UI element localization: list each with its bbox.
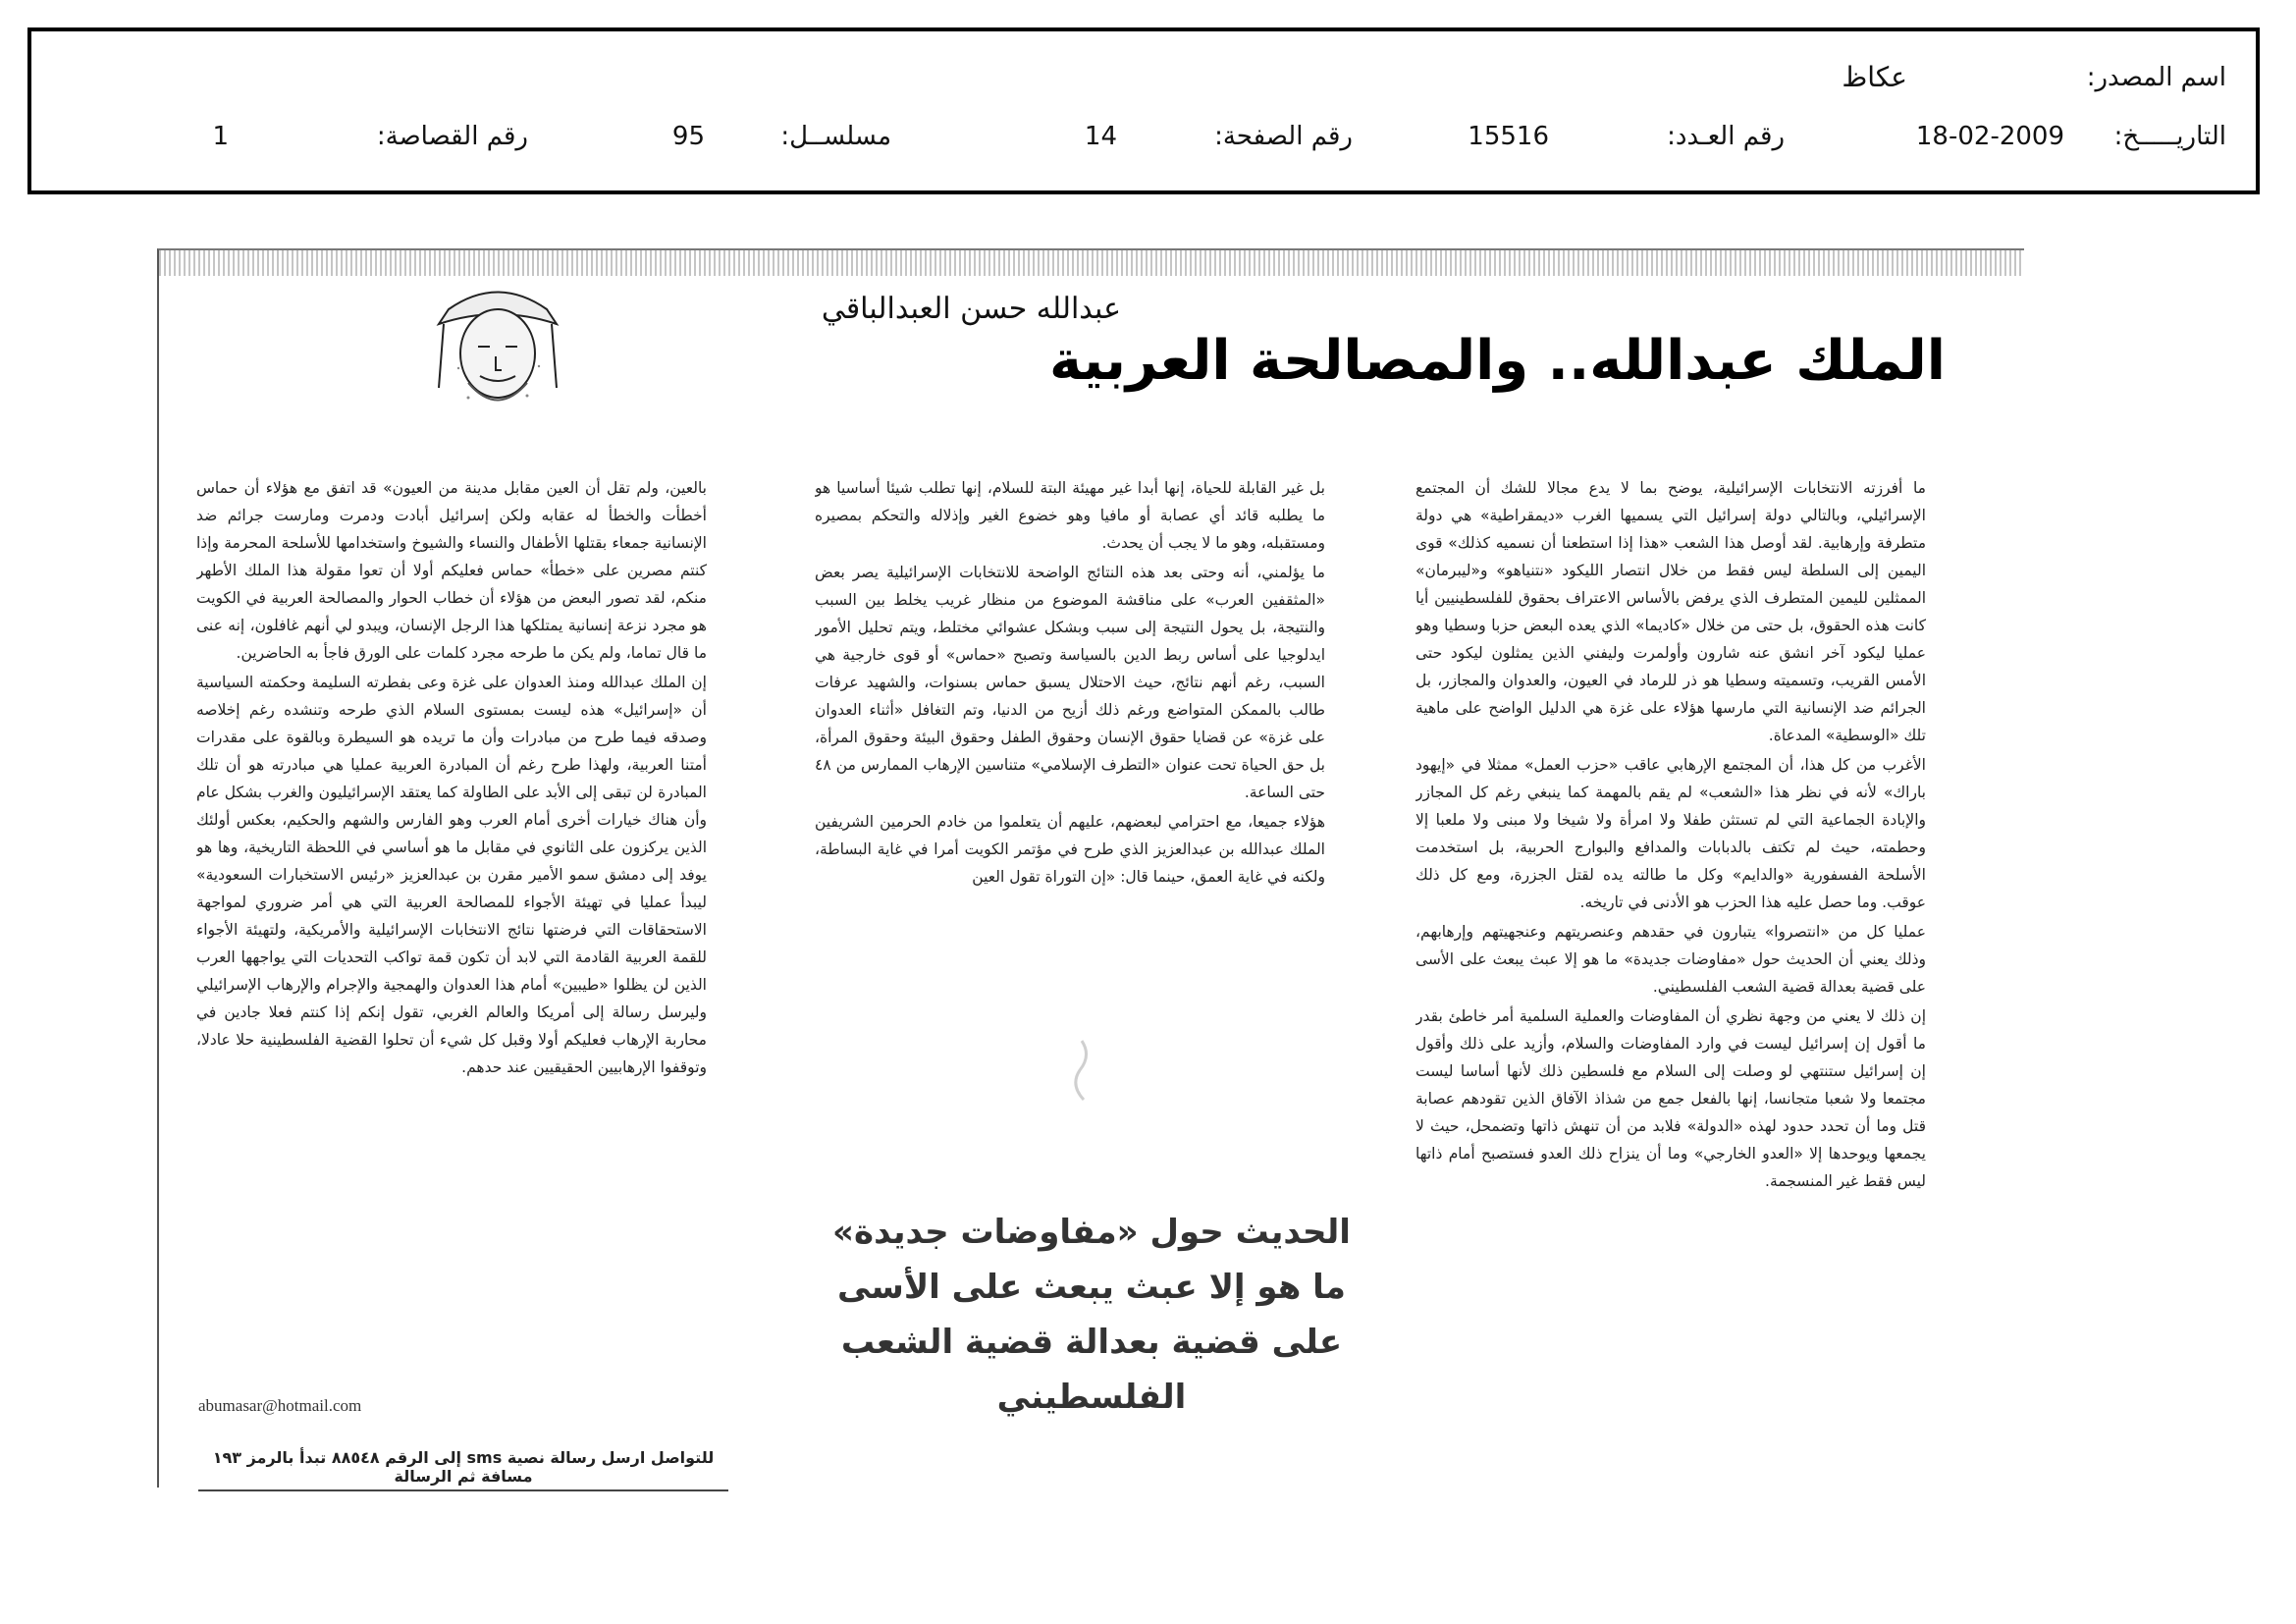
source-value: عكاظ <box>1842 61 1907 93</box>
paragraph: إن الملك عبدالله ومنذ العدوان على غزة وعى بفطرته السليمة وحكمته السياسية أن «إسرائيل» هذه ليست بمستوى السلام الذي طرحه وتنشده رغم إخلاصه وصدقه فيما طرح من مبادرات وأن ما تريده هو السيطرة وبالقوة على مقدرات أمتنا العربية، ولهذا طرح رغم أن المبادرة العربية عمليا هي مبادرته هو أن تلك المبادرة لن تبقى إلى الأبد على الطاولة كما يعتقد الإسرائيليون والغرب بشكل عام وأن هناك خيارات أخرى أمام العرب وهو الفارس والشهم والحكيم، بعكس أولئك الذين يركزون على الثانوي في مقابل ما هو أساسي في اللحظة التاريخية، وها هو يوفد إلى دمشق سمو الأمير مقرن بن عبدالعزيز «رئيس الاستخبارات السعودية» ليبدأ عمليا في تهيئة الأجواء للمصالحة العربية التي هي أمر ضروري لمواجهة الاستحقاقات التي فرضتها نتائج الانتخابات الإسرائيلية والأمريكية، ولتهيئة الأجواء للقمة العربية القادمة التي لابد أن تكون قمة تواكب التحديات التي يواجهها العرب الذين لن يظلوا «طيبين» أمام هذا العدوان والهمجية والإجرام والإرهاب الإسرائيلي وليرسل رسالة إلى أمريكا والعالم الغربي، تقول إنكم إذا كنتم فعلا جادين في محاربة الإرهاب فعليكم أولا وقبل كل شيء أن تحلوا القضية الفلسطينية حلا عادلا، وتوقفوا الإرهابيين الحقيقيين عند حدهم. <box>196 674 707 1076</box>
author-email: abumasar@hotmail.com <box>198 1396 362 1415</box>
date-label: التاريـــــخ: <box>2113 122 2226 151</box>
date-value: 18-02-2009 <box>1915 122 2064 151</box>
paragraph: بالعين، ولم تقل أن العين مقابل مدينة من العيون» قد اتفق مع هؤلاء أن حماس أخطأت والخطأ له عقابه ولكن إسرائيل أبادت ودمرت ومارست جرائم ضد الإنسانية جمعاء بقتلها الأطفال والنساء والشيوخ واستخدامها للأسلحة المحرمة وإذا كنتم مصرين على «خطأ» حماس فعليكم أولا أن تعوا مقولة هذا الملك الأطهر منكم، لقد تصور البعض من هؤلاء أن خطاب الحوار والمصالحة العربية في الكويت هو مجرد نزعة إنسانية يمتلكها هذا الرجل الإنسان، ويبدو لي أنهم غافلون، إنه عنى ما قال تماما، ولم يكن ما طرحه مجرد كلمات على الورق فاجأ به الحاضرين. <box>196 479 707 662</box>
article-column-middle <box>815 474 1325 936</box>
clip-label: رقم القصاصة: <box>376 122 528 151</box>
clip-value: 1 <box>212 122 229 151</box>
author-portrait <box>409 270 586 417</box>
paragraph: هؤلاء جميعا، مع احترامي لبعضهم، عليهم أن يتعلموا من خادم الحرمين الشريفين الملك عبدالله بن عبدالعزيز الذي طرح في مؤتمر الكويت أمرا في غاية البساطة، ولكنه في غاية العمق، حينما قال: «إن التوراة تقول العين <box>815 813 1325 886</box>
article-headline: الملك عبدالله.. والمصالحة العربية <box>1049 329 1946 393</box>
clipping-header-box <box>27 27 2260 194</box>
page-label: رقم الصفحة: <box>1214 122 1353 151</box>
source-label: اسم المصدر: <box>2086 63 2226 92</box>
newspaper-clipping <box>157 248 2024 1488</box>
paragraph: الأغرب من كل هذا، أن المجتمع الإرهابي عاقب «حزب العمل» ممثلا في «إيهود باراك» لأنه في نظر هذا «الشعب» لم يقم بالمهمة كما ينبغي رغم كل المجازر والإبادة الجماعية التي لم تستثن طفلا ولا امرأة ولا شيخا ولا مبنى ولا ملعبا إلا وحطمته، حيث لم تكتف بالدبابات والمدافع والبوارج الحربية، بل استخدمت الأسلحة الفسفورية «والدايم» وكل ما طالته يده لقتل الجزرة، ومع كل ذلك عوقب. وما حصل عليه هذا الحزب هو الأدنى في تاريخه. <box>1415 756 1926 911</box>
scan-smudge <box>1062 1036 1101 1105</box>
paragraph: ما يؤلمني، أنه وحتى بعد هذه النتائج الواضحة للانتخابات الإسرائيلية يصر بعض «المثقفين العرب» على مناقشة الموضوع من منظار غريب يخلط بين السبب والنتيجة، بل يحول النتيجة إلى سبب وبشكل عشوائي مختلط، ويتم تحليل الأمور ايدلوجيا على أساس ربط الدين بالسياسة وتصبح «حماس» أو قوى خارجية هي السبب، رغم أنهم نتائج، حيث الاحتلال يسبق حماس بسنوات، والشهيد عرفات طالب بالممكن المتواضع ورغم ذلك أزيح من الدنيا، وتم التغافل «أثناء العدوان على غزة» عن قضايا حقوق الإنسان وحقوق الطفل وحقوق البيئة وحقوق المرأة، بل حق الحياة تحت عنوان «التطرف الإسلامي» متناسين الإرهاب الممارس من ٤٨ حتى الساعة. <box>815 564 1325 801</box>
article-column-right <box>1415 474 1926 1446</box>
paragraph: ما أفرزته الانتخابات الإسرائيلية، يوضح بما لا يدع مجالا للشك أن المجتمع الإسرائيلي، وبالتالي دولة إسرائيل التي يسميها الغرب «ديمقراطية» هي دولة متطرفة وإرهابية. لقد أوصل هذا الشعب «هذا إذا استطعنا أن نسميه كذلك» قوى اليمين إلى السلطة ليس فقط من خلال انتصار الليكود «نتنياهو» و«ليبرمان» الممثلين لليمين المتطرف الذي يرفض بالأساس الاعتراف بحقوق للفلسطينيين أيا كانت هذه الحقوق، بل حتى من خلال «كاديما» الذي يعده البعض حزبا وسطيا وهو عمليا ليكود آخر انشق عنه شارون وأولمرت وليفني الذين يمثلون ليكود حتى الأمس القريب، وتسميته وسطيا هو ذر للرماد في العيون، والعدوان والمجازر، بل الجرائم ضد الإنسانية التي مارسها هؤلاء على غزة هي الدليل الواضح على ماهية تلك «الوسطية» المدعاة. <box>1415 479 1926 744</box>
serial-value: 95 <box>671 122 705 151</box>
issue-value: 15516 <box>1468 122 1549 151</box>
pull-quote: الحديث حول «مفاوضات جديدة» ما هو إلا عبث يبعث على الأسى على قضية بعدالة قضية الشعب الفلسطيني <box>832 1213 1351 1417</box>
article-column-left <box>196 474 707 1387</box>
sms-contact-note: للتواصل ارسل رسالة نصية sms إلى الرقم ٨٨٥٤٨ تبدأ بالرمز ١٩٣ مسافة ثم الرسالة <box>198 1448 728 1491</box>
paragraph: بل غير القابلة للحياة، إنها أبدا غير مهيئة البتة للسلام، إنها تطلب شيئا أساسيا هو ما يطلبه قائد أي عصابة أو مافيا وهو خضوع الغير وإذلاله والتحكم بمصيره ومستقبله، وهو ما لا يجب أن يحدث. <box>815 479 1325 552</box>
issue-label: رقم العـدد: <box>1667 122 1785 151</box>
serial-label: مسلســل: <box>780 122 891 151</box>
author-byline: عبدالله حسن العبدالباقي <box>821 292 1121 326</box>
paragraph: عمليا كل من «انتصروا» يتبارون في حقدهم وعنصريتهم وعنجهيتهم وإرهابهم، وذلك يعني أن الحديث حول «مفاوضات جديدة» ما هو إلا عبث يبعث على الأسى على قضية بعدالة قضية الشعب الفلسطيني. <box>1415 923 1926 996</box>
paragraph: إن ذلك لا يعني من وجهة نظري أن المفاوضات والعملية السلمية أمر خاطئ بقدر ما أقول إن إسرائيل ليست في وارد المفاوضات والسلام، وأزيد على ذلك وأقول إن إسرائيل ستنتهي لو وصلت إلى السلام مع فلسطين ذلك لأنها أساسا ليست مجتمعا ولا شعبا متجانسا، إنها بالفعل جمع من شذاذ الآفاق الذين تقودهم عصابة قتل وما أن تحدد حدود لهذه «الدولة» فلابد من أن تنهش ذاتها وتضمحل، حيث لا يجمعها ويوحدها إلا «العدو الخارجي» وما أن ينزاح ذلك العدو فستصبح أمام ذاتها ليس فقط غير المنسجمة. <box>1415 1007 1926 1190</box>
page-value: 14 <box>1084 122 1117 151</box>
